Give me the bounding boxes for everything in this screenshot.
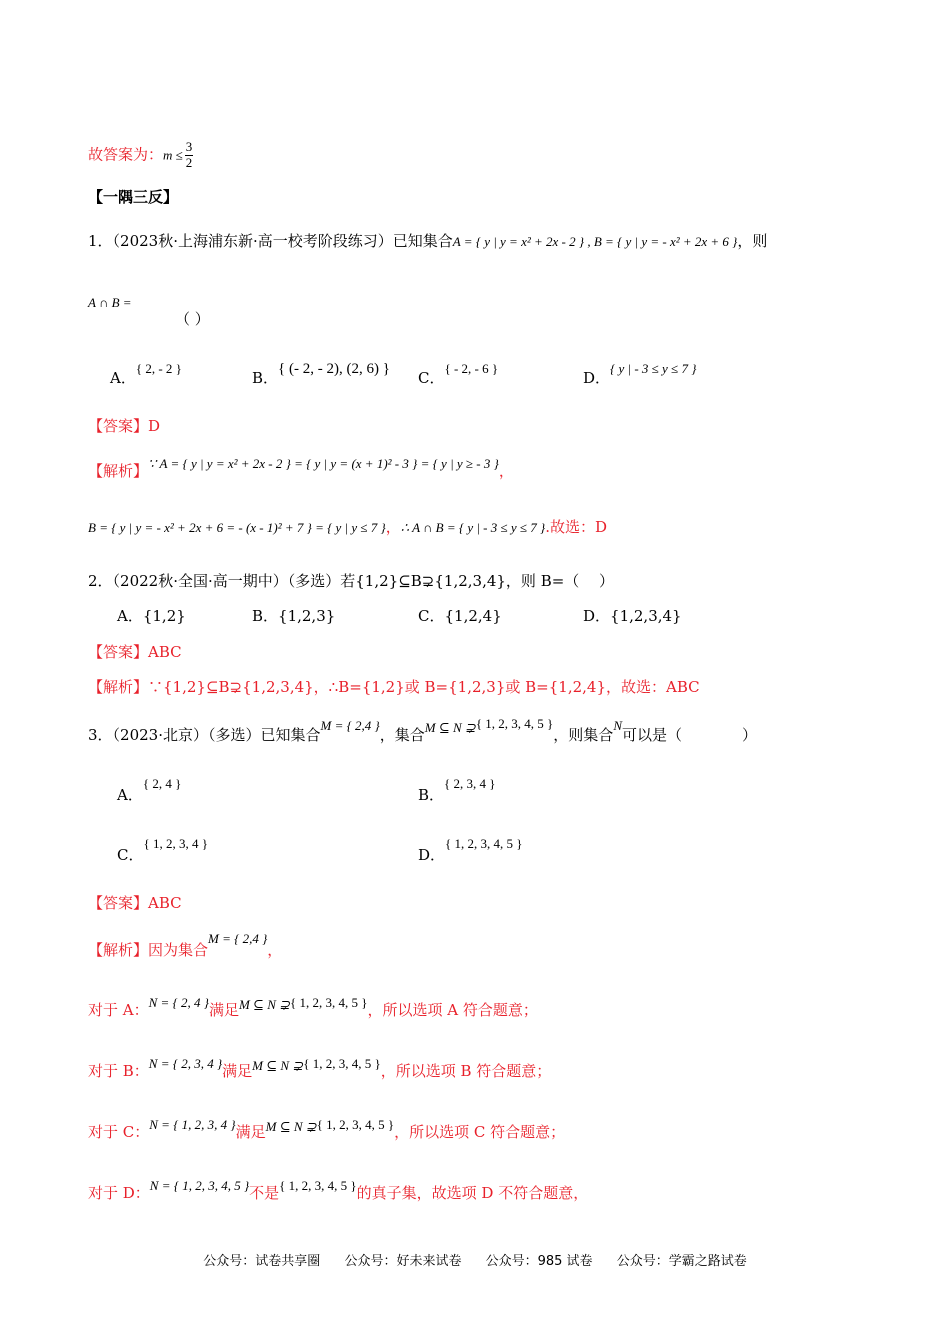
q3-mid: ，集合 bbox=[379, 726, 425, 744]
case-relation: M ⊆ N ⊋ bbox=[265, 1119, 317, 1134]
q2-text: （2022秋·全国·高一期中）（多选）若{1,2}⊆B⊋{1,2,3,4}，则 B=（ ） bbox=[112, 572, 615, 590]
option-letter: A． bbox=[117, 786, 143, 804]
answer-value: ABC bbox=[148, 643, 182, 661]
analysis-text: ∵{1,2}⊆B⊋{1,2,3,4}，∴B={1,2}或 B={1,2,3}或 B={1,2,4}，故选：ABC bbox=[148, 678, 700, 696]
analysis-punct: ， bbox=[385, 518, 401, 536]
q1-number: 1． bbox=[88, 232, 113, 250]
option-text: { 2, 4 } bbox=[142, 776, 182, 791]
case-set-n: N = { 2, 3, 4 } bbox=[148, 1056, 223, 1071]
option-text: { - 2, - 6 } bbox=[444, 361, 499, 376]
option-letter: B． bbox=[252, 369, 279, 387]
case-set-n: N = { 2, 4 } bbox=[148, 995, 209, 1010]
q2-option-c[interactable] bbox=[418, 609, 502, 624]
final-answer-line bbox=[88, 140, 193, 171]
answer-value: ABC bbox=[148, 894, 182, 912]
option-letter: C． bbox=[418, 369, 445, 387]
answer-label: 【答案】 bbox=[88, 417, 149, 435]
q3-answer bbox=[88, 896, 182, 911]
option-text: { 1, 2, 3, 4 } bbox=[143, 836, 208, 851]
case-conclusion: ，所以选项 A 符合题意； bbox=[367, 1001, 538, 1019]
option-text: {1,2,3} bbox=[278, 607, 336, 625]
analysis-intro: 因为集合 bbox=[148, 941, 209, 959]
option-text: { 2, - 2 } bbox=[135, 361, 182, 376]
q3-analysis-intro bbox=[88, 931, 283, 959]
answer-value: D bbox=[148, 417, 161, 435]
case-set-n: N = { 1, 2, 3, 4 } bbox=[149, 1117, 236, 1132]
q3-case-d bbox=[88, 1178, 589, 1202]
q2-option-a[interactable] bbox=[117, 609, 186, 624]
case-full-set: { 1, 2, 3, 4, 5 } bbox=[290, 995, 368, 1010]
case-label: 对于 C： bbox=[88, 1123, 150, 1141]
option-text: {1,2} bbox=[142, 607, 186, 625]
analysis-conclusion: .故选：D bbox=[545, 518, 608, 536]
q3-stem bbox=[88, 716, 757, 744]
option-letter: A． bbox=[110, 369, 136, 387]
q2-option-d[interactable] bbox=[583, 609, 682, 624]
q1-stem bbox=[88, 234, 767, 249]
q1-option-b[interactable] bbox=[252, 361, 390, 387]
q2-analysis bbox=[88, 680, 700, 695]
case-full-set: { 1, 2, 3, 4, 5 } bbox=[303, 1056, 381, 1071]
q3-var-n: N bbox=[613, 718, 622, 733]
analysis-math: B = { y | y = - x² + 2x + 6 = - (x - 1)² + 7 } = { y | y ≤ 7 } bbox=[88, 520, 386, 535]
option-text: { y | - 3 ≤ y ≤ 7 } bbox=[610, 361, 697, 376]
q1-analysis-line2 bbox=[88, 520, 607, 535]
option-text: { (- 2, - 2), (2, 6) } bbox=[278, 361, 390, 377]
q1-tail: ，则 bbox=[737, 232, 768, 250]
analysis-punct: ， bbox=[498, 462, 514, 480]
q3-source: （2023·北京）（多选）已知集合 bbox=[112, 726, 321, 744]
option-text: { 2, 3, 4 } bbox=[444, 776, 496, 791]
q1-source: （2023秋·上海浦东新·高一校考阶段练习）已知集合 bbox=[112, 232, 453, 250]
q3-tail1: ，则集合 bbox=[553, 726, 614, 744]
analysis-punct: ， bbox=[267, 941, 283, 959]
case-conclusion: ，所以选项 B 符合题意； bbox=[380, 1062, 552, 1080]
final-answer-expr: m ≤ bbox=[163, 147, 183, 163]
case-label: 对于 D： bbox=[88, 1184, 150, 1202]
option-letter: B． bbox=[252, 607, 279, 625]
option-letter: D． bbox=[583, 369, 611, 387]
analysis-label: 【解析】 bbox=[88, 462, 149, 480]
q1-paren: （ ） bbox=[175, 310, 210, 328]
option-letter: D． bbox=[418, 846, 446, 864]
footer-account-1: 公众号：试卷共享圈 bbox=[203, 1254, 321, 1269]
answer-label: 【答案】 bbox=[88, 643, 149, 661]
case-relation: M ⊆ N ⊋ bbox=[238, 997, 291, 1012]
q1-analysis-line1 bbox=[88, 456, 514, 480]
option-letter: C． bbox=[418, 607, 445, 625]
fraction-numerator: 3 bbox=[185, 139, 193, 154]
q1-option-d[interactable] bbox=[583, 361, 697, 387]
footer-account-4: 公众号：学霸之路试卷 bbox=[616, 1254, 747, 1269]
q3-tail2: 可以是（ ） bbox=[621, 726, 757, 744]
q3-case-c bbox=[88, 1117, 566, 1141]
case-full-set: { 1, 2, 3, 4, 5 } bbox=[316, 1117, 395, 1132]
option-letter: B． bbox=[418, 786, 445, 804]
case-conclusion: ，所以选项 C 符合题意； bbox=[394, 1123, 566, 1141]
analysis-label: 【解析】 bbox=[88, 941, 149, 959]
option-letter: A． bbox=[117, 607, 143, 625]
case-word: 满足 bbox=[222, 1062, 253, 1080]
case-relation: M ⊆ N ⊋ bbox=[252, 1058, 304, 1073]
q1-option-c[interactable] bbox=[418, 361, 499, 387]
section-title: 【一隅三反】 bbox=[88, 188, 179, 206]
option-letter: D． bbox=[583, 607, 611, 625]
q3-set-n: { 1, 2, 3, 4, 5 } bbox=[475, 716, 554, 731]
q3-option-d[interactable] bbox=[418, 836, 523, 864]
option-letter: C． bbox=[117, 846, 144, 864]
case-conclusion: 的真子集，故选项 D 不符合题意， bbox=[356, 1184, 589, 1202]
q3-case-a bbox=[88, 995, 538, 1019]
q3-number: 3． bbox=[88, 726, 113, 744]
case-label: 对于 B： bbox=[88, 1062, 149, 1080]
q3-option-b[interactable] bbox=[418, 776, 496, 804]
q3-set-m: M = { 2,4 } bbox=[320, 718, 380, 733]
q2-answer bbox=[88, 645, 182, 660]
answer-label: 【答案】 bbox=[88, 894, 149, 912]
case-set-n: N = { 1, 2, 3, 4, 5 } bbox=[149, 1178, 250, 1193]
case-label: 对于 A： bbox=[88, 1001, 149, 1019]
q2-option-b[interactable] bbox=[252, 609, 335, 624]
case-word: 满足 bbox=[208, 1001, 239, 1019]
q3-case-b bbox=[88, 1056, 552, 1080]
option-text: {1,2,4} bbox=[444, 607, 502, 625]
option-text: { 1, 2, 3, 4, 5 } bbox=[445, 836, 523, 851]
final-answer-fraction bbox=[185, 140, 194, 171]
fraction-denominator: 2 bbox=[185, 154, 193, 170]
q1-option-a[interactable] bbox=[110, 361, 182, 387]
q1-expr: A ∩ B = bbox=[88, 295, 132, 310]
case-word: 满足 bbox=[235, 1123, 266, 1141]
analysis-math: ∵ A = { y | y = x² + 2x - 2 } = { y | y = (x + 1)² - 3 } = { y | y ≥ - 3 } bbox=[148, 456, 499, 471]
q1-sets: A = { y | y = x² + 2x - 2 } , B = { y | y = - x² + 2x + 6 } bbox=[452, 234, 738, 249]
page-footer bbox=[0, 1250, 950, 1269]
footer-account-2: 公众号：好未来试卷 bbox=[344, 1254, 462, 1269]
analysis-label: 【解析】 bbox=[88, 678, 149, 696]
q3-relation: M ⊆ N ⊋ bbox=[424, 720, 476, 735]
analysis-math: ∴ A ∩ B = { y | - 3 ≤ y ≤ 7 } bbox=[400, 520, 546, 535]
case-word: 不是 bbox=[249, 1184, 280, 1202]
final-answer-label: 故答案为： bbox=[88, 145, 164, 164]
case-full-set: { 1, 2, 3, 4, 5 } bbox=[279, 1178, 357, 1193]
q1-answer bbox=[88, 419, 160, 434]
analysis-set-m: M = { 2,4 } bbox=[208, 931, 268, 946]
footer-account-3: 公众号：985 试卷 bbox=[485, 1254, 593, 1269]
q2-stem bbox=[88, 574, 614, 589]
q2-number: 2． bbox=[88, 572, 113, 590]
q3-option-a[interactable] bbox=[117, 776, 182, 804]
option-text: {1,2,3,4} bbox=[610, 607, 682, 625]
q3-option-c[interactable] bbox=[117, 836, 208, 864]
